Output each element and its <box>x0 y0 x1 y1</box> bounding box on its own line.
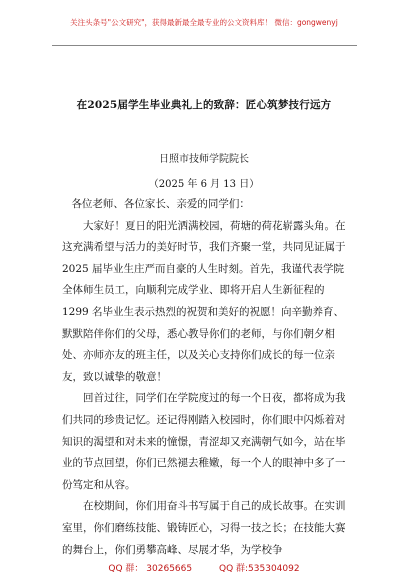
paragraph: 在校期间，你们用奋斗书写属于自己的成长故事。在实训室里，你们磨练技能、锻铸匠心，习得一技之长；在技能大赛的舞台上，你们勇攀高峰、尽展才华，为学校争 <box>62 500 346 556</box>
footer-qq-group-1: QQ 群： 30265665 <box>108 564 193 574</box>
header-note: 关注头条号"公文研究"，获得最新最全最专业的公文资料库！ 微信：gongwenyj <box>70 18 338 27</box>
speech-body <box>62 194 352 561</box>
footer-contact <box>0 561 408 574</box>
paragraph: 回首过往，同学们在学院度过的每一个日夜，都将成为我们共同的珍贵记忆。还记得刚踏入校园时，你们眼中闪烁着对知识的渴望和对未来的憧憬，青涩却又充满朝气如今，站在毕业的节点回望，你们已然褪去稚嫩，每一个人的眼神中多了一份笃定和从容。 <box>62 392 346 491</box>
speaker-line: 日照市技师学院院长 <box>159 154 249 165</box>
header-divider <box>52 45 357 46</box>
paragraph: 大家好！夏日的阳光洒满校园，荷塘的荷花崭露头角。在这充满希望与活力的美好时节，我们齐聚一堂，共同见证属于 2025 届毕业生庄严而自豪的人生时刻。首先，我谨代表学院全体师生员工，向顺利完成学业、即将开启人生新征程的 1299 名毕业生表示热烈的祝贺和美好的祝愿！向辛勤养育、默默陪伴你们的父母，悉心教导你们的老师，与你们朝夕相处、亦师亦友的班主任，以及关心支持你们成长的每一位亲友，致以诚挚的敬意！ <box>62 219 346 383</box>
document-title: 在2025届学生毕业典礼上的致辞：匠心筑梦技行远方 <box>76 99 332 111</box>
salutation: 各位老师、各位家长、亲爱的同学们： <box>71 198 250 210</box>
speech-date: （2025 年 6 月 13 日） <box>148 179 260 190</box>
footer-qq-group-2: QQ 群:535304092 <box>218 564 300 574</box>
